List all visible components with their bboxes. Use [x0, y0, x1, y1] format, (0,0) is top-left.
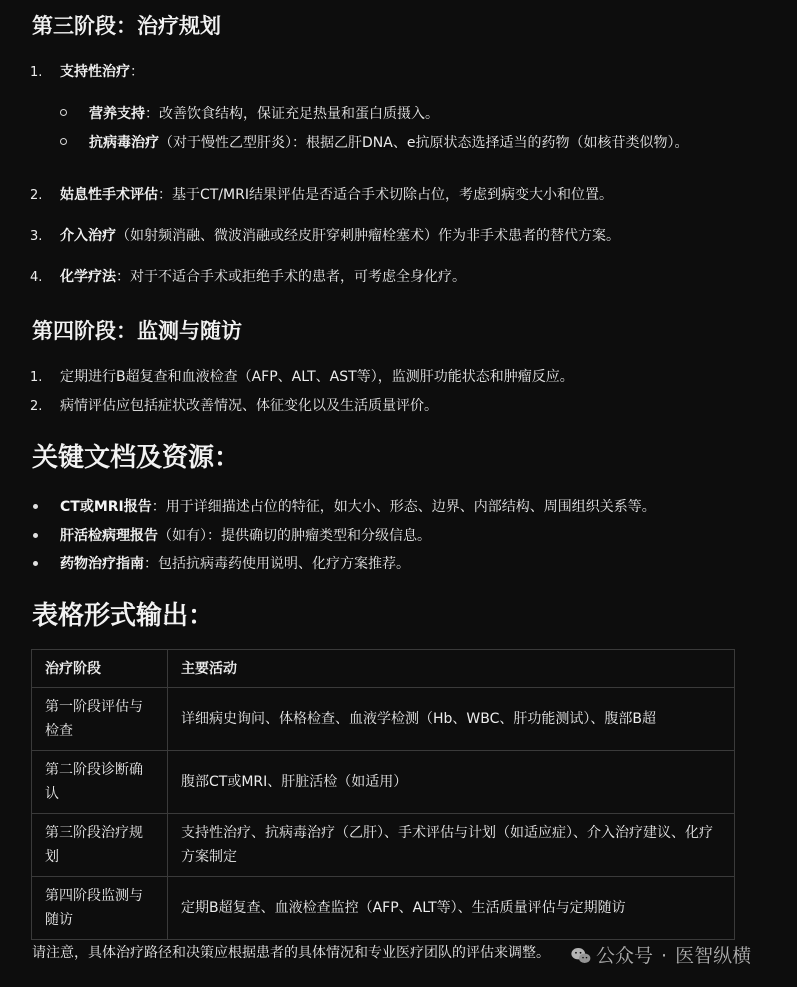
stage4-item-1: [30, 366, 760, 389]
list-number: 1.: [30, 370, 43, 385]
table-cell-activity: 定期B超复查、血液检查监控（AFP、ALT等）、生活质量评估与定期随访: [168, 877, 735, 940]
stage3-item-2: [30, 184, 760, 207]
table-row: [32, 688, 735, 751]
list-number: 2.: [30, 188, 43, 203]
table-row: [32, 814, 735, 877]
list-number: 3.: [30, 229, 43, 244]
item-text: （对于慢性乙型肝炎）：根据乙肝DNA、e抗原状态选择适当的药物（如核苷类似物）。: [159, 135, 689, 151]
bullet-icon: [33, 504, 38, 509]
table-cell-stage: 第二阶段诊断确认: [32, 751, 168, 814]
stage3-heading: 第三阶段：治疗规划: [32, 14, 221, 38]
stage3-subitem-2: [60, 131, 750, 155]
item-bold-label: 化学疗法: [60, 269, 116, 285]
stage3-item-3: [30, 225, 760, 248]
watermark: [570, 943, 751, 969]
item-text: ：对于不适合手术或拒绝手术的患者，可考虑全身化疗。: [116, 269, 466, 285]
docs-item-2: [33, 525, 763, 547]
item-bold-label: 支持性治疗: [60, 64, 130, 80]
stage4-item-2: [30, 395, 760, 418]
item-bold-label: 药物治疗指南: [60, 556, 144, 572]
docs-item-1: [33, 496, 763, 518]
table-header-row: [32, 650, 735, 688]
bullet-icon: [33, 533, 38, 538]
footer-note: 请注意，具体治疗路径和决策应根据患者的具体情况和专业医疗团队的评估来调整。: [32, 945, 550, 961]
item-text: （如射频消融、微波消融或经皮肝穿刺肿瘤栓塞术）作为非手术患者的替代方案。: [116, 228, 620, 244]
table-cell-activity: 腹部CT或MRI、肝脏活检（如适用）: [168, 751, 735, 814]
stage3-item-1: [30, 61, 760, 84]
treatment-table: [31, 649, 735, 940]
list-number: 2.: [30, 399, 43, 414]
watermark-platform: 公众号: [596, 945, 654, 967]
table-row: [32, 877, 735, 940]
stage4-heading: 第四阶段：监测与随访: [32, 319, 242, 343]
hollow-bullet-icon: [60, 109, 67, 116]
item-text: ：包括抗病毒药使用说明、化疗方案推荐。: [144, 556, 410, 572]
item-bold-label: 介入治疗: [60, 228, 116, 244]
table-heading: 表格形式输出：: [32, 601, 215, 631]
table-cell-activity: 详细病史询问、体格检查、血液学检测（Hb、WBC、肝功能测试）、腹部B超: [168, 688, 735, 751]
docs-item-3: [33, 553, 763, 575]
item-text: ：用于详细描述占位的特征，如大小、形态、边界、内部结构、周围组织关系等。: [151, 499, 656, 515]
table-header-stage: 治疗阶段: [32, 650, 168, 688]
table-header-activity: 主要活动: [168, 650, 735, 688]
stage3-subitem-1: [60, 102, 750, 126]
table-cell-stage: 第四阶段监测与随访: [32, 877, 168, 940]
item-text: ：: [130, 64, 144, 80]
stage3-item-4: [30, 266, 760, 289]
bullet-icon: [33, 561, 38, 566]
item-bold-label: CT或MRI报告: [60, 499, 152, 515]
table-cell-stage: 第三阶段治疗规划: [32, 814, 168, 877]
wechat-icon: [570, 945, 592, 967]
docs-heading: 关键文档及资源：: [32, 443, 241, 473]
list-number: 4.: [30, 270, 43, 285]
watermark-separator: ·: [661, 945, 668, 967]
item-bold-label: 抗病毒治疗: [89, 135, 159, 151]
item-text: 病情评估应包括症状改善情况、体征变化以及生活质量评价。: [60, 398, 438, 414]
item-text: （如有）：提供确切的肿瘤类型和分级信息。: [158, 528, 431, 544]
item-text: ：改善饮食结构，保证充足热量和蛋白质摄入。: [145, 106, 439, 122]
table-cell-stage: 第一阶段评估与检查: [32, 688, 168, 751]
table-cell-activity: 支持性治疗、抗病毒治疗（乙肝）、手术评估与计划（如适应症）、介入治疗建议、化疗方案制定: [168, 814, 735, 877]
item-text: 定期进行B超复查和血液检查（AFP、ALT、AST等），监测肝功能状态和肿瘤反应。: [60, 369, 574, 385]
watermark-account: 医智纵横: [675, 945, 752, 967]
item-bold-label: 肝活检病理报告: [60, 528, 158, 544]
item-text: ：基于CT/MRI结果评估是否适合手术切除占位，考虑到病变大小和位置。: [158, 187, 613, 203]
table-row: [32, 751, 735, 814]
item-bold-label: 营养支持: [89, 106, 145, 122]
hollow-bullet-icon: [60, 138, 67, 145]
item-bold-label: 姑息性手术评估: [60, 187, 158, 203]
list-number: 1.: [30, 65, 43, 80]
